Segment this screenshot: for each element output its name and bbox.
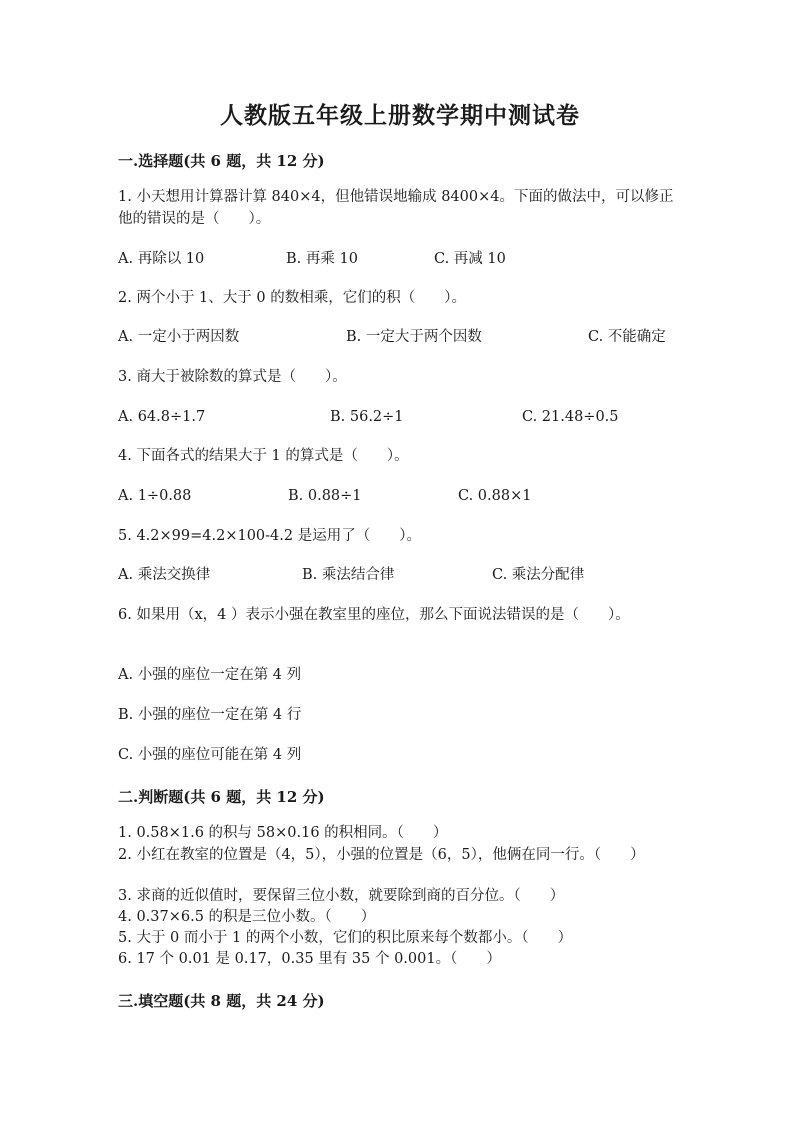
option-a: A. 乘法交换律: [118, 567, 211, 583]
section-heading-fill: 三.填空题(共 8 题，共 24 分): [118, 992, 325, 1010]
options-q3: [118, 406, 678, 428]
option-c: C. 21.48÷0.5: [522, 409, 619, 425]
judge-item-4: 4. 0.37×6.5 的积是三位小数。（ ）: [118, 909, 376, 925]
option-a: A. 小强的座位一定在第 4 列: [118, 667, 302, 683]
question-1: 1. 小天想用计算器计算 840×4，但他错误地输成 8400×4。下面的做法中，可以修正他的错误的是（ ）。: [118, 189, 674, 227]
option-b: B. 再乘 10: [286, 251, 358, 267]
option-a: A. 一定小于两因数: [118, 329, 240, 345]
judge-item-6: 6. 17 个 0.01 是 0.17，0.35 里有 35 个 0.001。（ ）: [118, 951, 501, 967]
page-title: 人教版五年级上册数学期中测试卷: [220, 102, 580, 129]
option-b: B. 小强的座位一定在第 4 行: [118, 707, 302, 723]
option-c: C. 0.88×1: [458, 488, 532, 504]
judge-item-1: 1. 0.58×1.6 的积与 58×0.16 的积相同。（ ）: [118, 825, 448, 841]
option-a: A. 64.8÷1.7: [118, 409, 206, 425]
option-b: B. 0.88÷1: [288, 488, 362, 504]
options-q2: [118, 326, 678, 348]
option-b: B. 乘法结合律: [302, 567, 395, 583]
options-q4: [118, 485, 678, 507]
option-a: A. 再除以 10: [118, 251, 205, 267]
option-c: C. 再减 10: [434, 251, 506, 267]
question-3: 3. 商大于被除数的算式是（ ）。: [118, 369, 347, 385]
question-4: 4. 下面各式的结果大于 1 的算式是（ ）。: [118, 448, 409, 464]
section-heading-judge: 二.判断题(共 6 题，共 12 分): [118, 788, 325, 806]
option-b: B. 一定大于两个因数: [346, 329, 482, 345]
option-c: C. 不能确定: [588, 329, 666, 345]
options-q5: [118, 564, 678, 586]
options-q1: [118, 248, 678, 270]
question-5: 5. 4.2×99=4.2×100-4.2 是运用了（ ）。: [118, 528, 421, 544]
option-c: C. 乘法分配律: [492, 567, 585, 583]
question-6: 6. 如果用（x，4 ）表示小强在教室里的座位，那么下面说法错误的是（ ）。: [118, 607, 630, 623]
judge-item-2: 2. 小红在教室的位置是（4，5），小强的位置是（6，5），他俩在同一行。（ ）: [118, 847, 645, 863]
option-b: B. 56.2÷1: [330, 409, 404, 425]
question-2: 2. 两个小于 1、大于 0 的数相乘，它们的积（ ）。: [118, 290, 466, 306]
option-c: C. 小强的座位可能在第 4 列: [118, 747, 302, 763]
judge-item-3: 3. 求商的近似值时，要保留三位小数，就要除到商的百分位。（ ）: [118, 888, 565, 904]
judge-item-5: 5. 大于 0 而小于 1 的两个小数，它们的积比原来每个数都小。（ ）: [118, 930, 573, 946]
option-a: A. 1÷0.88: [118, 488, 192, 504]
section-heading-choice: 一.选择题(共 6 题，共 12 分): [118, 152, 325, 170]
